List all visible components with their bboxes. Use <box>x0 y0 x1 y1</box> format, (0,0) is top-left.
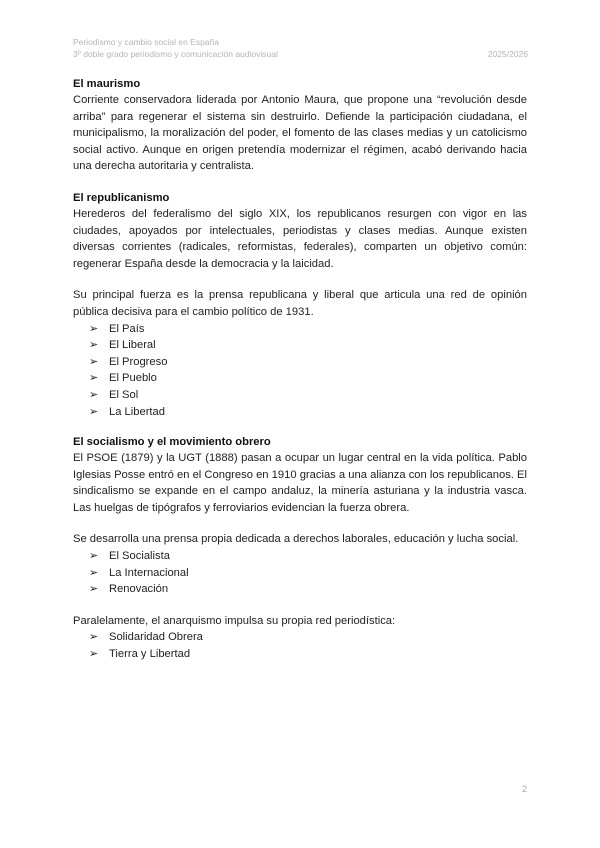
list-item: ➢ El País <box>89 321 527 338</box>
page-header <box>73 36 528 60</box>
page-content <box>73 77 527 663</box>
paragraph-maurismo: Corriente conservadora liderada por Antonio Maura, que propone una “revolución desde arriba” para regenerar el sistema sin destruirlo. Defiende la participación ciudadana, el municipalismo, la moralización del poder, el fomento de las clases medias y un catolicismo social activo. Aunque en origen pretendía modernizar el régimen, acabó derivando hacia una derecha autoritaria y centralista. <box>73 94 527 173</box>
list-item: ➢ La Internacional <box>89 565 527 582</box>
page-number: 2 <box>521 784 527 794</box>
list-item: ➢ El Liberal <box>89 337 527 354</box>
arrow-bullet-icon: ➢ <box>89 322 99 335</box>
arrow-bullet-icon: ➢ <box>89 566 99 579</box>
section-heading-republicanismo: El republicanismo <box>73 191 170 204</box>
paragraph-socialismo: El PSOE (1879) y la UGT (1888) pasan a ocupar un lugar central en la vida política. Pablo Iglesias Posse entró en el Congreso en 1910 gracias a una alianza con los republicanos. El sindicalismo se expande en el campo andaluz, la minería asturiana y la industria vasca. Las huelgas de tipógrafos y ferroviarios evidencian la fuerza obrera. <box>73 452 527 514</box>
list-item: ➢ El Pueblo <box>89 370 527 387</box>
list-item: ➢ El Progreso <box>89 354 527 371</box>
list-item: ➢ Renovación <box>89 581 527 598</box>
arrow-bullet-icon: ➢ <box>89 550 99 563</box>
list-item: ➢ Solidaridad Obrera <box>89 629 527 646</box>
paragraph-republican-press: Su principal fuerza es la prensa republicana y liberal que articula una red de opinión pública decisiva para el cambio político de 1931. <box>73 289 527 318</box>
list-item: ➢ El Socialista <box>89 548 527 565</box>
list-item: ➢ La Libertad <box>89 404 527 421</box>
section-heading-maurismo: El maurismo <box>73 78 141 90</box>
socialist-press-list <box>73 548 527 598</box>
list-item: ➢ Tierra y Libertad <box>89 646 527 663</box>
section-heading-socialismo: El socialismo y el movimiento obrero <box>73 436 271 449</box>
list-item: ➢ El Sol <box>89 387 527 404</box>
arrow-bullet-icon: ➢ <box>89 631 99 644</box>
header-line-1 <box>73 36 528 48</box>
course-title: Periodismo y cambio social en España <box>73 37 219 47</box>
degree-name: 3º doble grado periodismo y comunicación audiovisual <box>73 49 278 59</box>
arrow-bullet-icon: ➢ <box>89 372 99 385</box>
arrow-bullet-icon: ➢ <box>89 405 99 418</box>
arrow-bullet-icon: ➢ <box>89 583 99 596</box>
paragraph-republicanismo: Herederos del federalismo del siglo XIX, los republicanos resurgen con vigor en las ciudades, apoyados por intelectuales, periodistas y clases medias. Aunque existen diversas corrientes (radicales, reformistas, federales), comparten un objetivo común: regenerar España desde la democracia y la laicidad. <box>73 207 527 270</box>
arrow-bullet-icon: ➢ <box>89 388 99 401</box>
arrow-bullet-icon: ➢ <box>89 339 99 352</box>
academic-year: 2025/2026 <box>487 49 528 59</box>
arrow-bullet-icon: ➢ <box>89 648 99 661</box>
paragraph-anarquismo: Paralelamente, el anarquismo impulsa su propia red periodística: <box>73 614 396 627</box>
republican-press-list <box>73 321 527 421</box>
arrow-bullet-icon: ➢ <box>89 355 99 368</box>
anarchist-press-list <box>73 629 527 662</box>
header-line-2 <box>73 48 528 60</box>
paragraph-socialist-press: Se desarrolla una prensa propia dedicada a derechos laborales, educación y lucha social. <box>73 533 519 546</box>
